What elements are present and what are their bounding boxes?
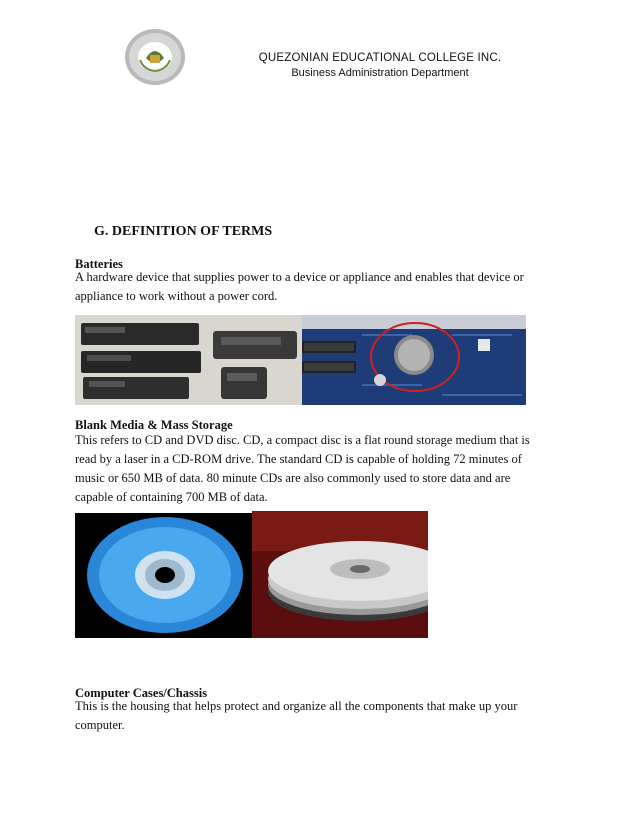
term-description-batteries: A hardware device that supplies power to a device or appliance and enables that device or appliance to work without a power cord.: [75, 270, 524, 303]
department-name: Business Administration Department: [291, 67, 469, 79]
cd-stack-image: [252, 511, 428, 638]
term-title-computer-cases: Computer Cases/Chassis: [75, 686, 208, 700]
cmos-battery-image: [302, 315, 526, 405]
term-title-batteries: Batteries: [75, 257, 123, 271]
term-title-blank-media: Blank Media & Mass Storage: [75, 418, 233, 432]
term-description-computer-cases: This is the housing that helps protect and organize all the components that make up your computer.: [75, 699, 518, 732]
laptop-batteries-image: [75, 315, 302, 405]
term-description-blank-media: This refers to CD and DVD disc. CD, a compact disc is a flat round storage medium that is read by a laser in a CD-ROM drive. The standard CD is capable of holding 72 minutes of music or 650 MB of data. 80 minute CDs are also commonly used to store data and are capable of containing 700 MB of data.: [75, 433, 530, 504]
section-heading: G. DEFINITION OF TERMS: [94, 224, 273, 239]
blu-ray-disc-image: [75, 513, 252, 638]
college-name: QUEZONIAN EDUCATIONAL COLLEGE INC.: [258, 52, 502, 64]
college-seal-icon: [124, 28, 186, 86]
